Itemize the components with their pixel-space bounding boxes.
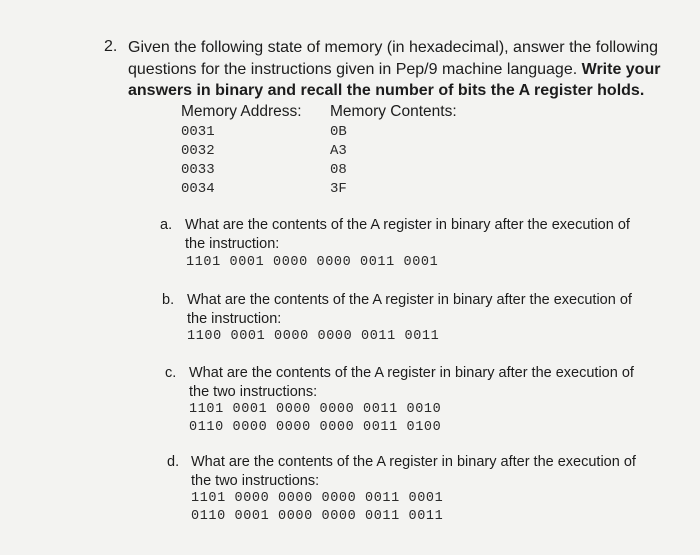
part-a-line-1: What are the contents of the A register in binary after the execution of — [185, 217, 630, 233]
memory-address-header: Memory Address: — [181, 103, 302, 120]
question-line-3: answers in binary and recall the number of bits the A register holds. — [128, 82, 645, 99]
part-c-instruction-1: 1101 0001 0000 0000 0011 0010 — [189, 402, 442, 417]
memory-address-cell: 0032 — [181, 143, 215, 159]
part-c-letter: c. — [165, 365, 177, 381]
part-d-instruction-2: 0110 0001 0000 0000 0011 0011 — [191, 509, 444, 524]
question-line-2-bold: Write your — [581, 61, 661, 78]
memory-address-cell: 0033 — [181, 162, 215, 178]
part-b-line-1: What are the contents of the A register in binary after the execution of — [187, 292, 632, 308]
question-line-2-plain: questions for the instructions given in Pep/9 machine language. — [128, 61, 578, 78]
memory-contents-cell: 08 — [330, 162, 347, 178]
part-a-line-2: the instruction: — [185, 236, 280, 252]
question-number: 2. — [104, 38, 118, 55]
memory-address-cell: 0031 — [181, 124, 215, 140]
part-a-letter: a. — [160, 217, 173, 233]
memory-contents-cell: 3F — [330, 181, 347, 197]
part-d-line-2: the two instructions: — [191, 473, 320, 489]
part-c-line-1: What are the contents of the A register in binary after the execution of — [189, 365, 634, 381]
part-d-letter: d. — [167, 454, 180, 470]
memory-address-cell: 0034 — [181, 181, 215, 197]
part-b-line-2: the instruction: — [187, 311, 282, 327]
memory-contents-cell: 0B — [330, 124, 347, 140]
part-c-instruction-2: 0110 0000 0000 0000 0011 0100 — [189, 420, 442, 435]
part-b-instruction: 1100 0001 0000 0000 0011 0011 — [187, 329, 440, 344]
part-c-line-2: the two instructions: — [189, 384, 318, 400]
part-b-letter: b. — [162, 292, 175, 308]
part-d-instruction-1: 1101 0000 0000 0000 0011 0001 — [191, 491, 444, 506]
part-d-line-1: What are the contents of the A register in binary after the execution of — [191, 454, 636, 470]
memory-contents-header: Memory Contents: — [330, 103, 457, 120]
part-a-instruction: 1101 0001 0000 0000 0011 0001 — [186, 255, 439, 270]
question-line-2 — [128, 60, 660, 80]
memory-contents-cell: A3 — [330, 143, 347, 159]
question-line-1: Given the following state of memory (in hexadecimal), answer the following — [128, 39, 659, 56]
